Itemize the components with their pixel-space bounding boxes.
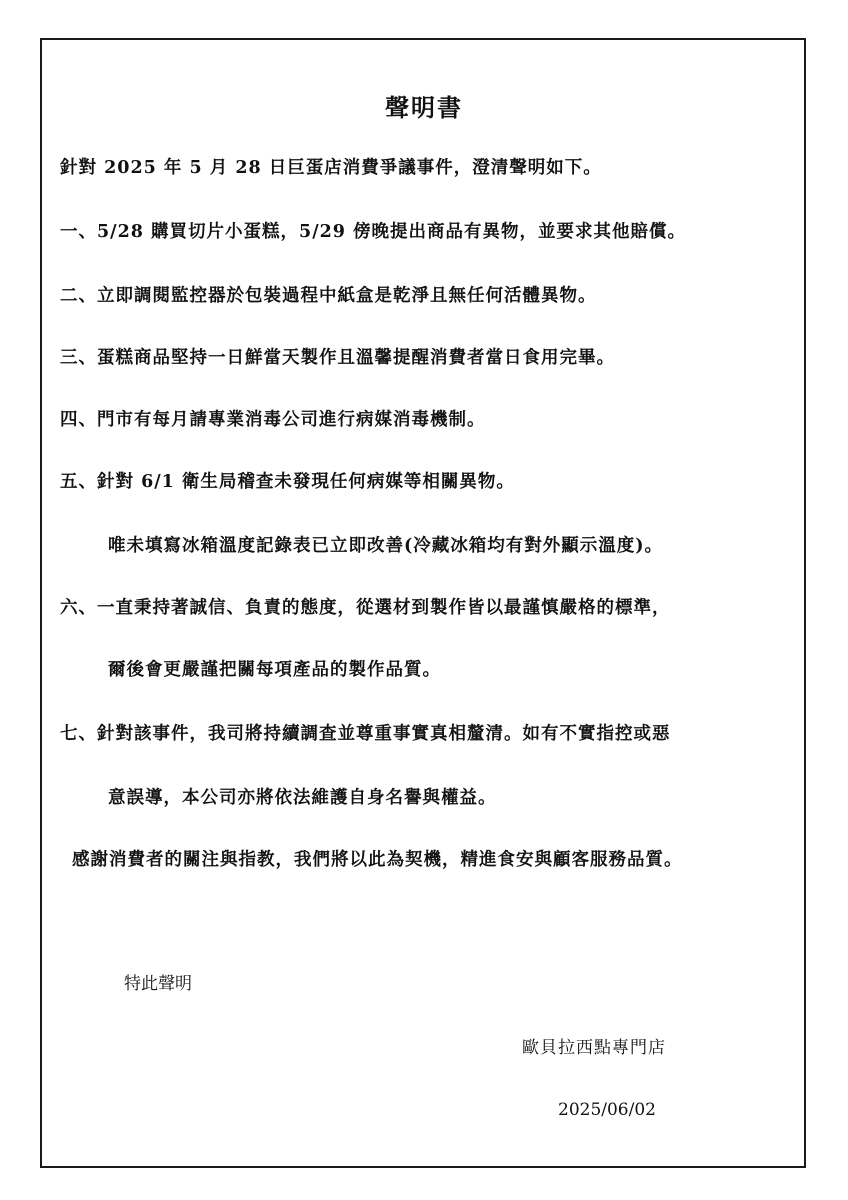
thanks-text: 感謝消費者的關注與指教，我們將以此為契機，精進食安與顧客服務品質。 — [72, 850, 683, 870]
statement-item-5-continued: 唯未填寫冰箱溫度記錄表已立即改善(冷藏冰箱均有對外顯示溫度)。 — [108, 536, 664, 556]
closing-text: 特此聲明 — [124, 974, 192, 994]
statement-item-7-continued: 意誤導，本公司亦將依法維護自身名譽與權益。 — [108, 788, 497, 808]
company-name: 歐貝拉西點專門店 — [522, 1038, 666, 1058]
document-title: 聲明書 — [385, 93, 463, 122]
intro-text: 針對 2025 年 5 月 28 日巨蛋店消費爭議事件，澄清聲明如下。 — [60, 158, 602, 178]
statement-item-5: 五、針對 6/1 衛生局稽查未發現任何病媒等相關異物。 — [60, 472, 515, 492]
statement-item-6: 六、一直秉持著誠信、負責的態度，從選材到製作皆以最謹慎嚴格的標準， — [60, 598, 671, 618]
statement-item-2: 二、立即調閱監控器於包裝過程中紙盒是乾淨且無任何活體異物。 — [60, 286, 597, 306]
statement-item-6-continued: 爾後會更嚴謹把關每項產品的製作品質。 — [108, 660, 441, 680]
statement-item-7: 七、針對該事件，我司將持續調查並尊重事實真相釐清。如有不實指控或惡 — [60, 724, 671, 744]
statement-date: 2025/06/02 — [558, 1100, 656, 1120]
statement-item-3: 三、蛋糕商品堅持一日鮮當天製作且溫馨提醒消費者當日食用完畢。 — [60, 348, 615, 368]
statement-item-1: 一、5/28 購買切片小蛋糕，5/29 傍晚提出商品有異物，並要求其他賠償。 — [60, 222, 687, 242]
statement-item-4: 四、門市有每月請專業消毒公司進行病媒消毒機制。 — [60, 410, 486, 430]
